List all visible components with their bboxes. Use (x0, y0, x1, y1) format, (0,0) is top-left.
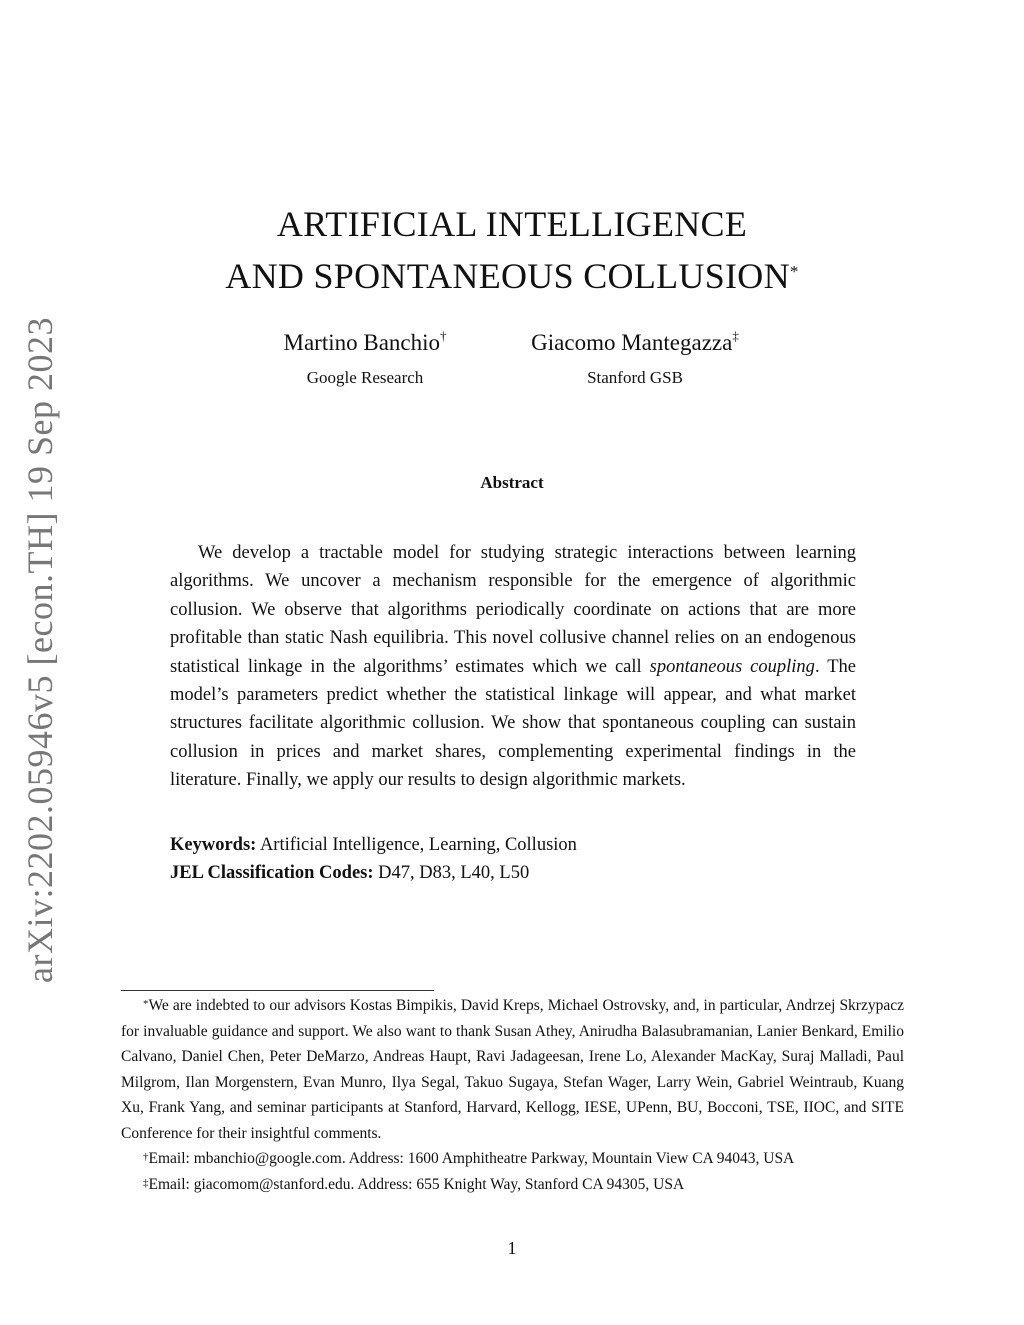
author-1-mark: † (440, 328, 447, 343)
footnote-2-mark: † (143, 1151, 149, 1163)
keywords-label: Keywords: (170, 835, 257, 855)
keywords-line (170, 835, 856, 856)
footnote-3-mark: ‡ (143, 1176, 149, 1189)
author-1-name-line (250, 330, 480, 356)
footnote-1-text: We are indebted to our advisors Kostas Bimpikis, David Kreps, Michael Ostrovsky, and, in particular, Andrzej Skrzypacz for invaluable guidance and support. We also want to thank Susan Athey, Anirudha Balasubramanian, Lanier Benkard, Emilio Calvano, Daniel Chen, Peter DeMarzo, Andreas Haupt, Ravi Jadageesan, Irene Lo, Alexander MacKay, Suraj Malladi, Paul Milgrom, Ilan Morgenstern, Evan Munro, Ilya Segal, Takuo Sugaya, Stefan Wager, Larry Wein, Gabriel Weintraub, Kuang Xu, Frank Yang, and seminar participants at Stanford, Harvard, Kellogg, IESE, UPenn, BU, Bocconi, TSE, IIOC, and SITE Conference for their insightful comments. (121, 997, 904, 1142)
arxiv-stamp-text: arXiv:2202.05946v5 [econ.TH] 19 Sep 2023 (20, 317, 61, 983)
paper-title (0, 198, 1024, 302)
footnote-divider (121, 990, 434, 991)
page-number: 1 (507, 1238, 517, 1258)
abstract-emphasis: spontaneous coupling (649, 656, 815, 677)
arxiv-stamp (10, 317, 70, 983)
footnote-1 (121, 993, 904, 1146)
author-2-name-line (510, 330, 760, 356)
title-line-2-text: AND SPONTANEOUS COLLUSION (225, 256, 790, 296)
footnote-1-mark: * (143, 998, 149, 1010)
jel-label: JEL Classification Codes: (170, 863, 374, 883)
author-1 (250, 330, 480, 388)
jel-value: D47, D83, L40, L50 (378, 863, 530, 883)
author-2 (510, 330, 760, 388)
footnote-2 (121, 1146, 904, 1172)
footnote-3-text: Email: giacomom@stanford.edu. Address: 655 Knight Way, Stanford CA 94305, USA (148, 1175, 685, 1193)
abstract-text-after: . The model’s parameters predict whether the statistical linkage will appear, and what market structures facilitate algorithmic collusion. We show that spontaneous coupling can sustain collusion in prices and market shares, complementing experimental findings in the literature. Finally, we apply our results to design algorithmic markets. (170, 656, 857, 791)
author-2-affiliation: Stanford GSB (587, 368, 683, 387)
footnote-2-text: Email: mbanchio@google.com. Address: 1600 Amphitheatre Parkway, Mountain View CA 94043, USA (148, 1150, 795, 1167)
author-1-name: Martino Banchio (283, 330, 440, 355)
keywords-value: Artificial Intelligence, Learning, Collusion (259, 835, 577, 855)
title-line-1: ARTIFICIAL INTELLIGENCE (276, 204, 748, 244)
abstract-text-before: We develop a tractable model for studying strategic interactions between learning algorithms. We uncover a mechanism responsible for the emergence of algorithmic collusion. We observe that algorithms periodically coordinate on actions that are more profitable than static Nash equilibria. This novel collusive channel relies on an endogenous statistical linkage in the algorithms’ estimates which we call (170, 543, 856, 677)
abstract-paragraph (170, 539, 856, 795)
abstract-body (170, 539, 856, 795)
title-footnote-mark: * (789, 262, 799, 281)
abstract-heading: Abstract (480, 473, 544, 492)
author-1-affiliation: Google Research (306, 368, 424, 387)
author-2-name: Giacomo Mantegazza (531, 330, 733, 355)
title-line-2 (0, 250, 1024, 302)
jel-codes-line (170, 863, 856, 884)
footnote-3 (121, 1172, 904, 1198)
author-2-mark: ‡ (732, 328, 739, 343)
footnotes (121, 993, 904, 1197)
